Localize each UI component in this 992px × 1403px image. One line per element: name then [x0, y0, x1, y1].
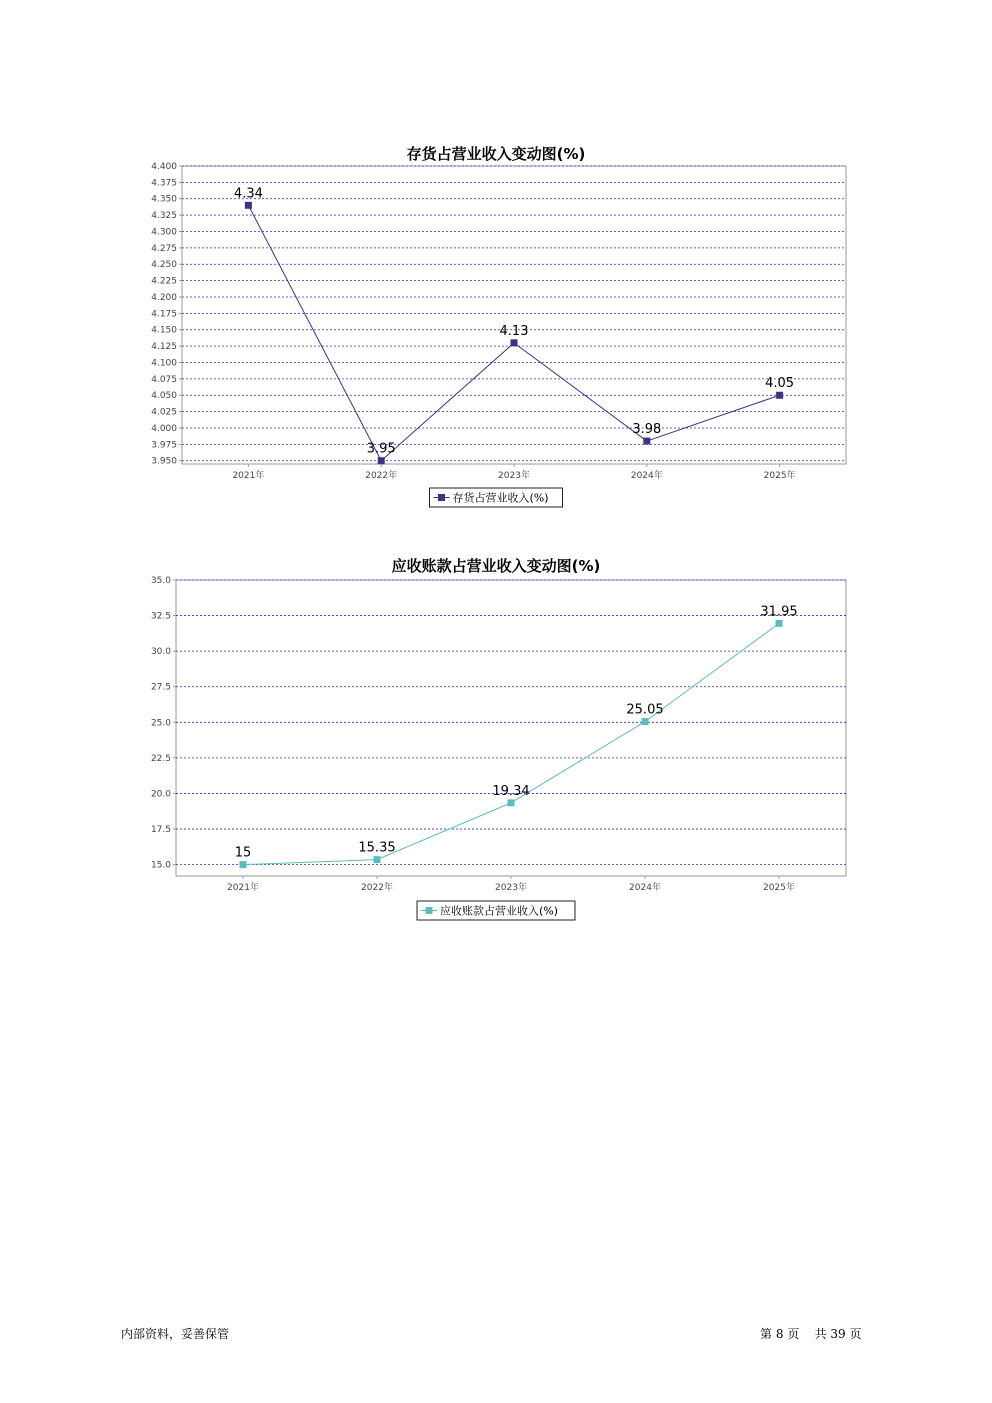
- y-tick-label: 4.125: [151, 342, 177, 353]
- page-current: 8: [775, 1327, 784, 1341]
- data-point: [642, 718, 649, 725]
- data-label: 25.05: [626, 702, 664, 718]
- y-tick-label: 3.950: [151, 456, 177, 467]
- data-label: 31.95: [760, 604, 798, 620]
- data-label: 19.34: [492, 783, 530, 799]
- y-tick-label: 32.5: [150, 611, 171, 622]
- y-tick-label: 4.200: [151, 292, 177, 303]
- data-label: 4.34: [233, 186, 263, 202]
- plot-area: [176, 580, 846, 876]
- y-tick-label: 4.375: [151, 178, 177, 189]
- x-tick-label: 2025年: [763, 471, 796, 481]
- chart-inventory: [0, 140, 992, 520]
- x-tick-label: 2024年: [629, 883, 661, 893]
- chart-title: 应收账款占营业收入变动图(%): [391, 557, 601, 575]
- data-point: [643, 438, 650, 445]
- data-point: [511, 339, 518, 346]
- page-mid: 页 共: [787, 1327, 827, 1341]
- data-label: 3.98: [632, 422, 662, 438]
- x-tick-label: 2021年: [232, 471, 265, 481]
- y-tick-label: 4.050: [151, 391, 177, 402]
- y-tick-label: 17.5: [150, 825, 171, 836]
- y-tick-label: 4.350: [151, 194, 177, 205]
- page-prefix: 第: [760, 1327, 773, 1341]
- legend-label: 应收账款占营业收入(%): [440, 904, 559, 918]
- y-tick-label: 4.100: [151, 358, 177, 369]
- chart-inventory-svg: [0, 140, 992, 520]
- x-tick-label: 2022年: [361, 883, 393, 893]
- y-tick-label: 25.0: [150, 718, 171, 729]
- footer-page-number: [760, 1325, 862, 1342]
- legend-label: 存货占营业收入(%): [452, 491, 549, 505]
- y-tick-label: 4.400: [151, 162, 177, 172]
- x-tick-label: 2025年: [763, 883, 795, 893]
- y-tick-label: 4.225: [151, 276, 177, 287]
- chart-receivables: [0, 552, 992, 932]
- x-tick-label: 2024年: [630, 471, 663, 481]
- y-tick-label: 20.0: [150, 789, 171, 800]
- y-tick-label: 4.175: [151, 309, 177, 320]
- x-tick-label: 2022年: [365, 471, 398, 481]
- page-suffix: 页: [849, 1327, 862, 1341]
- y-tick-label: 4.325: [151, 211, 177, 222]
- y-tick-label: 15.0: [150, 860, 171, 871]
- data-point: [240, 861, 247, 868]
- data-point: [245, 202, 252, 209]
- chart-title: 存货占营业收入变动图(%): [406, 145, 586, 163]
- x-tick-label: 2021年: [227, 883, 259, 893]
- data-label: 3.95: [366, 441, 396, 457]
- y-tick-label: 4.275: [151, 243, 177, 254]
- y-tick-label: 22.5: [150, 753, 171, 764]
- data-point: [378, 457, 385, 464]
- y-tick-label: 35.0: [150, 576, 171, 586]
- chart-receivables-svg: [0, 552, 992, 932]
- y-tick-label: 27.5: [150, 682, 171, 693]
- legend-marker: [426, 907, 433, 914]
- y-tick-label: 30.0: [150, 647, 171, 658]
- page-total: 39: [830, 1327, 846, 1341]
- y-tick-label: 4.300: [151, 227, 177, 238]
- data-label: 15: [234, 845, 252, 861]
- y-tick-label: 4.000: [151, 423, 177, 434]
- data-label: 4.13: [499, 323, 529, 339]
- y-tick-label: 4.250: [151, 260, 177, 271]
- data-point: [374, 856, 381, 863]
- footer-confidential: 内部资料，妥善保管: [121, 1327, 230, 1341]
- data-point: [508, 799, 515, 806]
- data-label: 4.05: [765, 376, 795, 392]
- y-tick-label: 4.025: [151, 407, 177, 418]
- x-tick-label: 2023年: [498, 471, 530, 481]
- data-point: [776, 392, 783, 399]
- legend-marker: [438, 494, 445, 501]
- y-tick-label: 4.075: [151, 374, 177, 385]
- plot-area: [182, 166, 846, 464]
- x-tick-label: 2023年: [495, 883, 527, 893]
- data-label: 15.35: [358, 840, 396, 856]
- y-tick-label: 4.150: [151, 325, 177, 336]
- y-tick-label: 3.975: [151, 440, 177, 451]
- data-point: [776, 620, 783, 627]
